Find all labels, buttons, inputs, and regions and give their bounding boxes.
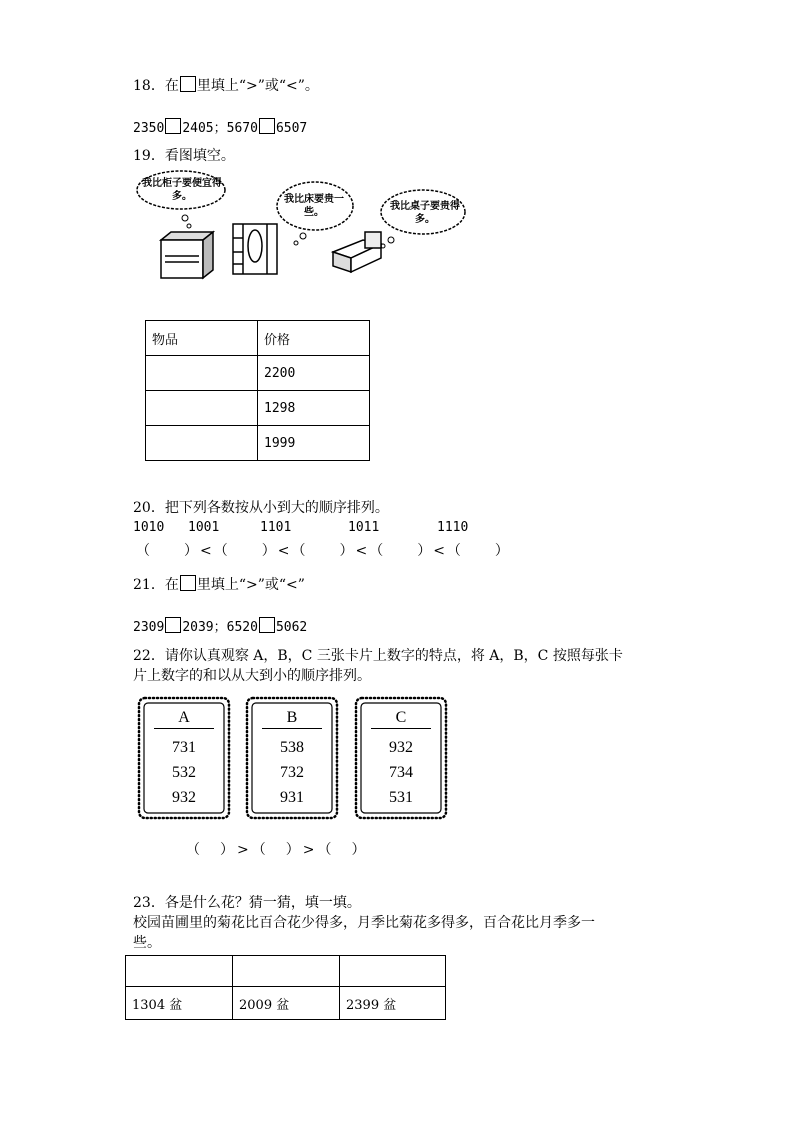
card-c — [353, 695, 449, 821]
q22-answer-line[interactable]: （ ）>（ ）>（ ） — [186, 842, 369, 858]
q22-line2: 片上数字的和以从大到小的顺序排列。 — [133, 668, 371, 684]
table-header-price: 价格 — [258, 321, 370, 356]
card-number: 932 — [389, 739, 413, 756]
flower-count-cell: 2399 盆 — [340, 987, 446, 1020]
table-header-item: 物品 — [146, 321, 258, 356]
item-cell[interactable] — [146, 426, 258, 461]
q18-number: 2350 — [133, 121, 165, 136]
card-number: 532 — [172, 764, 196, 781]
flower-count-cell: 1304 盆 — [126, 987, 233, 1020]
q18-number: 2405 — [182, 121, 214, 136]
q22-line1: 22．请你认真观察 A，B，C 三张卡片上数字的特点，将 A，B，C 按照每张卡 — [133, 648, 623, 664]
q21-number: 2309 — [133, 620, 165, 635]
answer-box-icon — [180, 575, 196, 591]
q21-number: 5062 — [275, 620, 308, 635]
flower-table — [125, 955, 446, 1020]
card-label: C — [371, 709, 431, 729]
q20-number: 1010 — [133, 520, 165, 535]
card-number: 531 — [389, 789, 413, 806]
q21-answer-box[interactable] — [165, 617, 181, 633]
q21-separator: ； — [213, 620, 227, 635]
card-number: 538 — [280, 739, 304, 756]
q20-number: 1011 — [348, 520, 380, 535]
q20-number: 1001 — [188, 520, 220, 535]
q21-title-suffix: 里填上“>”或“<” — [196, 577, 305, 593]
flower-name-cell[interactable] — [126, 956, 233, 987]
q21-number: 2039 — [182, 620, 214, 635]
q18-title — [133, 75, 319, 95]
q20-number: 1110 — [437, 520, 469, 535]
flower-name-cell[interactable] — [233, 956, 340, 987]
q18-items — [133, 117, 307, 136]
table-row — [146, 356, 370, 391]
q20-number: 1101 — [260, 520, 292, 535]
card-a — [136, 695, 232, 821]
card-label: B — [262, 709, 322, 729]
flower-count-cell: 2009 盆 — [233, 987, 340, 1020]
table-row — [126, 956, 446, 987]
speech-bubble-3: 我比桌子要贵得多。 — [390, 201, 460, 225]
q21-title — [133, 574, 305, 594]
q19-title: 19．看图填空。 — [133, 148, 235, 164]
table-row — [146, 391, 370, 426]
card-number: 732 — [280, 764, 304, 781]
q21-title-prefix: 21．在 — [133, 577, 179, 593]
price-table — [145, 320, 370, 461]
q23-desc-line2: 些。 — [133, 935, 161, 951]
answer-box-icon — [180, 76, 196, 92]
q18-answer-box[interactable] — [259, 118, 275, 134]
item-cell[interactable] — [146, 356, 258, 391]
speech-bubble-1: 我比柜子要便宜得多。 — [142, 178, 222, 202]
price-cell: 1999 — [258, 426, 370, 461]
q23-desc-line1: 校园苗圃里的菊花比百合花少得多，月季比菊花多得多，百合花比月季多一 — [133, 915, 595, 931]
q23-title: 23．各是什么花？猜一猜，填一填。 — [133, 895, 361, 911]
card-number: 932 — [172, 789, 196, 806]
q18-separator: ； — [213, 121, 227, 136]
speech-bubble-2: 我比床要贵一些。 — [284, 194, 344, 218]
q21-answer-box[interactable] — [259, 617, 275, 633]
card-b — [244, 695, 340, 821]
q21-items — [133, 616, 307, 635]
card-label: A — [154, 709, 214, 729]
q18-number: 6507 — [275, 121, 308, 136]
table-row — [126, 987, 446, 1020]
card-number: 731 — [172, 739, 196, 756]
card-number: 931 — [280, 789, 304, 806]
price-cell: 1298 — [258, 391, 370, 426]
q21-number: 6520 — [226, 620, 258, 635]
q18-title-prefix: 18．在 — [133, 78, 179, 94]
q18-title-suffix: 里填上“>”或“<”。 — [196, 78, 319, 94]
q18-number: 5670 — [226, 121, 258, 136]
flower-name-cell[interactable] — [340, 956, 446, 987]
item-cell[interactable] — [146, 391, 258, 426]
q20-title: 20．把下列各数按从小到大的顺序排列。 — [133, 500, 389, 516]
q18-answer-box[interactable] — [165, 118, 181, 134]
price-cell: 2200 — [258, 356, 370, 391]
table-row — [146, 426, 370, 461]
card-number: 734 — [389, 764, 413, 781]
q20-answer-blanks[interactable]: （ ）<（ ）<（ ）<（ ）<（ ） — [136, 543, 511, 559]
